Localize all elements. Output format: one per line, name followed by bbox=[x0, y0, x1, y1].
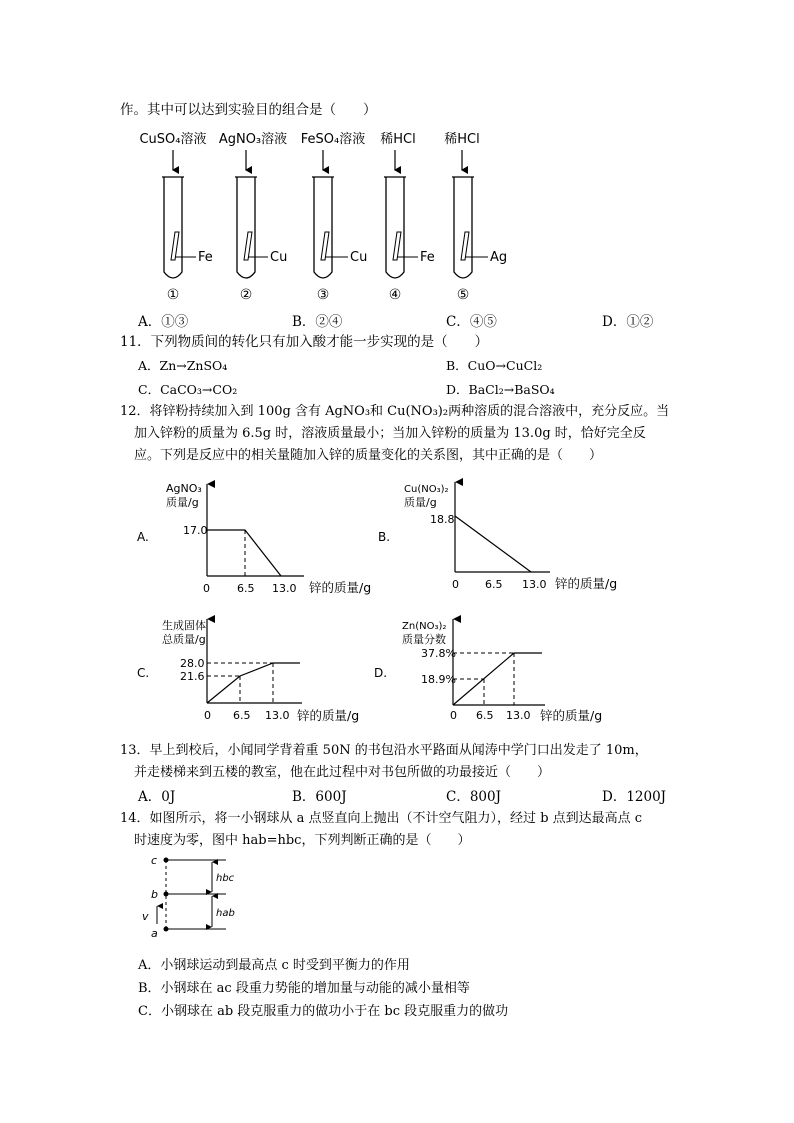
graph-c-letter: C. bbox=[137, 666, 150, 680]
label-v: v bbox=[142, 910, 149, 923]
q13-stem-line-2: 并走楼梯来到五楼的教室，他在此过程中对书包所做的功最接近（ ） bbox=[134, 765, 551, 780]
point-a bbox=[164, 927, 169, 932]
reagent-label-5: 稀HCl bbox=[444, 132, 480, 147]
q11-option-c[interactable]: C．CaCO₃→CO₂ bbox=[138, 382, 238, 397]
test-tube-4 bbox=[384, 177, 418, 278]
q14-option-b[interactable]: B．小钢球在 ac 段重力势能的增加量与动能的减小量相等 bbox=[138, 981, 470, 996]
graph-d-origin: 0 bbox=[450, 709, 457, 722]
tube-number-4: ④ bbox=[388, 287, 402, 303]
q14-option-c[interactable]: C．小钢球在 ab 段克服重力的做功小于在 bc 段克服重力的做功 bbox=[138, 1004, 509, 1019]
graph-b-letter: B. bbox=[378, 530, 391, 544]
q11-stem: 11．下列物质间的转化只有加入酸才能一步实现的是（ ） bbox=[120, 334, 489, 350]
graph-c-y2: 21.6 bbox=[180, 670, 205, 683]
tube-number-3: ③ bbox=[316, 287, 330, 303]
q12-stem-line-1: 12．将锌粉持续加入到 100g 含有 AgNO₃和 Cu(NO₃)₂两种溶质的混合溶液中，充分反应。当 bbox=[120, 404, 670, 419]
graph-a-xlabel: 锌的质量/g bbox=[309, 580, 372, 595]
graph-d bbox=[374, 619, 602, 723]
graph-b-ylabel-1: Cu(NO₃)₂ bbox=[404, 484, 449, 495]
graph-a-x2: 13.0 bbox=[272, 582, 297, 595]
graph-a-origin: 0 bbox=[203, 582, 210, 595]
graph-b-x2: 13.0 bbox=[522, 578, 547, 591]
tube-number-5: ⑤ bbox=[456, 287, 470, 303]
metal-label-5: Ag bbox=[490, 250, 508, 265]
q11-option-d[interactable]: D．BaCl₂→BaSO₄ bbox=[446, 382, 555, 397]
graph-d-letter: D. bbox=[374, 666, 388, 680]
graph-b-xlabel: 锌的质量/g bbox=[555, 576, 618, 591]
metal-label-4: Fe bbox=[420, 250, 435, 265]
graph-a-ylabel-1: AgNO₃ bbox=[166, 482, 202, 495]
graph-d-line bbox=[453, 653, 542, 705]
point-c bbox=[164, 858, 169, 863]
graph-c-x2: 13.0 bbox=[265, 709, 290, 722]
graph-a bbox=[137, 482, 371, 595]
tube-number-1: ① bbox=[166, 287, 180, 303]
graph-c-origin: 0 bbox=[204, 709, 211, 722]
graph-a-letter: A. bbox=[137, 530, 149, 544]
q13-option-a[interactable]: A．0J bbox=[138, 789, 176, 805]
metal-label-3: Cu bbox=[350, 250, 368, 265]
q10-option-b[interactable]: B．②④ bbox=[292, 314, 343, 330]
graph-a-yval: 17.0 bbox=[183, 524, 208, 537]
reagent-label-4: 稀HCl bbox=[380, 132, 416, 147]
graph-d-x1: 6.5 bbox=[476, 709, 494, 722]
graph-b-line bbox=[455, 516, 531, 572]
q14-option-a[interactable]: A．小钢球运动到最高点 c 时受到平衡力的作用 bbox=[138, 958, 410, 973]
q10-option-d[interactable]: D．①② bbox=[602, 314, 654, 330]
metal-label-1: Fe bbox=[198, 250, 213, 265]
graph-a-x1: 6.5 bbox=[237, 582, 255, 595]
graph-c bbox=[137, 618, 359, 723]
point-b bbox=[164, 892, 169, 897]
graph-d-y1: 37.8% bbox=[421, 647, 456, 660]
label-c: c bbox=[151, 854, 158, 867]
q10-stem-tail: 作。其中可以达到实验目的组合是（ ） bbox=[120, 102, 377, 118]
q13-stem-line-1: 13．早上到校后，小闻同学背着重 50N 的书包沿水平路面从闻涛中学门口出发走了 10m， bbox=[120, 743, 648, 758]
label-b: b bbox=[151, 888, 158, 901]
graph-b-origin: 0 bbox=[452, 578, 459, 591]
reagent-label-2: AgNO₃溶液 bbox=[218, 132, 288, 147]
q13-option-d[interactable]: D．1200J bbox=[602, 789, 667, 805]
test-tube-5 bbox=[452, 177, 488, 278]
q12-stem-line-2: 加入锌粉的质量为 6.5g 时，溶液质量最小；当加入锌粉的质量为 13.0g 时，恰好完全反 bbox=[134, 426, 646, 441]
graph-d-ylabel-1: Zn(NO₃)₂ bbox=[402, 621, 447, 632]
q13-option-b[interactable]: B．600J bbox=[292, 789, 347, 805]
q10-test-tubes-figure bbox=[0, 0, 794, 330]
graph-b-x1: 6.5 bbox=[485, 578, 503, 591]
graph-d-x2: 13.0 bbox=[506, 709, 531, 722]
test-tube-1 bbox=[162, 177, 196, 278]
q13-option-c[interactable]: C．800J bbox=[446, 789, 502, 805]
q11-option-a[interactable]: A．Zn→ZnSO₄ bbox=[138, 358, 228, 373]
q14-stem-line-1: 14．如图所示，将一小钢球从 a 点竖直向上抛出（不计空气阻力），经过 b 点到达最高点 c bbox=[120, 811, 643, 826]
tube-number-2: ② bbox=[239, 287, 253, 303]
q10-option-a[interactable]: A．①③ bbox=[138, 314, 189, 330]
test-tube-3 bbox=[312, 177, 348, 278]
q11-option-b[interactable]: B．CuO→CuCl₂ bbox=[446, 358, 543, 373]
q12-stem-line-3: 应。下列是反应中的相关量随加入锌的质量变化的关系图，其中正确的是（ ） bbox=[134, 448, 603, 463]
q14-stem-line-2: 时速度为零，图中 hab=hbc，下列判断正确的是（ ） bbox=[134, 833, 471, 848]
graph-c-line bbox=[207, 663, 300, 703]
metal-label-2: Cu bbox=[270, 250, 288, 265]
graph-a-line bbox=[207, 530, 281, 576]
graph-d-ylabel-2: 质量分数 bbox=[402, 633, 446, 646]
graph-d-y2: 18.9% bbox=[421, 673, 456, 686]
reagent-label-1: CuSO₄溶液 bbox=[139, 132, 207, 147]
graph-b-yval: 18.8 bbox=[430, 513, 455, 526]
reagent-label-3: FeSO₄溶液 bbox=[300, 132, 366, 147]
graph-b bbox=[378, 482, 617, 591]
graph-c-y1: 28.0 bbox=[180, 657, 205, 670]
graph-d-xlabel: 锌的质量/g bbox=[540, 708, 603, 723]
q10-option-c[interactable]: C．④⑤ bbox=[446, 314, 497, 330]
label-a: a bbox=[151, 927, 158, 940]
graph-b-ylabel-2: 质量/g bbox=[404, 496, 437, 509]
graph-a-ylabel-2: 质量/g bbox=[166, 496, 199, 509]
test-tube-2 bbox=[235, 177, 268, 278]
graph-c-ylabel-2: 总质量/g bbox=[162, 633, 206, 646]
graph-c-xlabel: 锌的质量/g bbox=[297, 708, 360, 723]
label-hab: hab bbox=[216, 908, 235, 919]
label-hbc: hbc bbox=[216, 873, 235, 884]
graph-c-ylabel-1: 生成固体 bbox=[162, 619, 206, 632]
graph-c-x1: 6.5 bbox=[233, 709, 251, 722]
